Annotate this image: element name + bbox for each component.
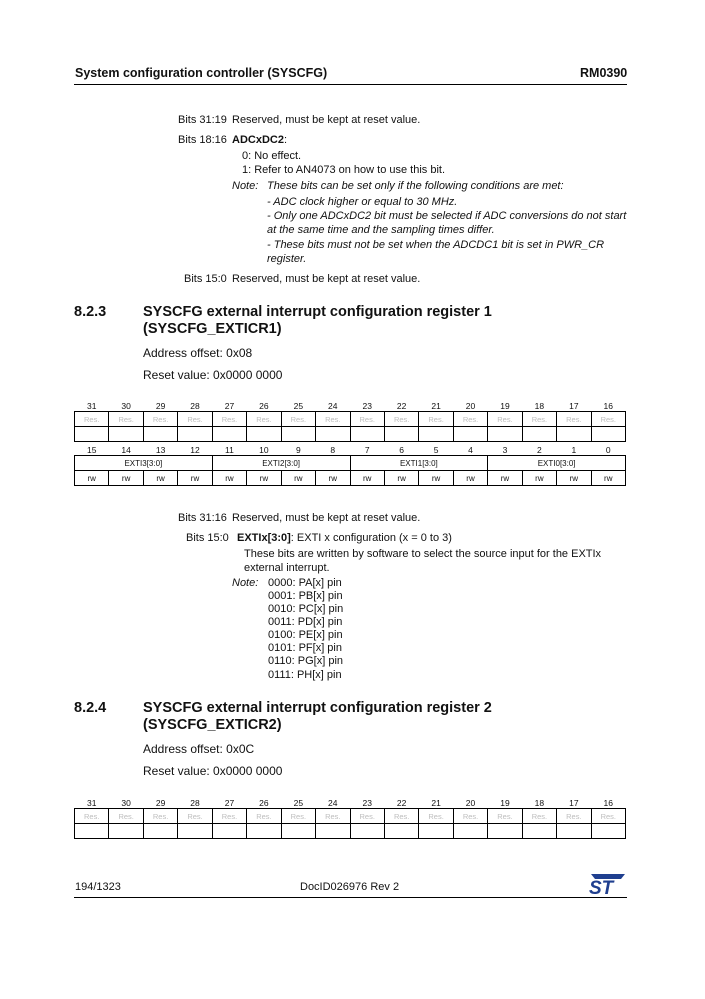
svg-text:ST: ST — [589, 878, 614, 896]
bit-number: 23 — [362, 798, 372, 808]
bit-number: 30 — [121, 798, 131, 808]
bit-numbers-high — [75, 795, 626, 809]
section-title-line1: SYSCFG external interrupt configuration register 2 — [143, 700, 492, 716]
access-cell — [281, 824, 315, 839]
reserved-cell: Res. — [488, 809, 522, 824]
access-cell — [109, 824, 143, 839]
bit-number: 14 — [121, 445, 131, 455]
access-cell: rw — [143, 471, 177, 486]
access-cell — [316, 427, 350, 442]
access-cell — [212, 427, 246, 442]
bit-number: 31 — [86, 798, 97, 808]
section-number: 8.2.3 — [74, 304, 107, 320]
bit-number: 4 — [468, 445, 473, 455]
reserved-cell: Res. — [316, 809, 350, 824]
field-row — [75, 456, 626, 471]
reserved-cell: Res. — [281, 412, 315, 427]
access-cell: rw — [419, 471, 453, 486]
reserved-cell: Res. — [109, 809, 143, 824]
bit-number: 1 — [571, 445, 577, 455]
access-cell — [522, 824, 556, 839]
access-cell — [350, 427, 384, 442]
bit-number: 16 — [603, 401, 614, 411]
bits-15-0-label: Bits 15:0 — [184, 273, 227, 285]
bit-number: 22 — [396, 798, 407, 808]
page-number: 194/1323 — [75, 881, 121, 893]
bit-number: 20 — [465, 798, 476, 808]
access-cell — [557, 824, 591, 839]
bit-number: 18 — [534, 798, 545, 808]
reserved-cell: Res. — [281, 809, 315, 824]
reserved-row — [75, 809, 626, 824]
bit-number: 25 — [293, 401, 304, 411]
access-cell — [384, 824, 418, 839]
section-title-line1: SYSCFG external interrupt configuration register 1 — [143, 304, 492, 320]
access-cell: rw — [178, 471, 212, 486]
reserved-row — [75, 412, 626, 427]
bit-number: 21 — [431, 798, 441, 808]
bit-number: 26 — [259, 401, 269, 411]
access-cell: rw — [109, 471, 143, 486]
access-cell — [75, 824, 109, 839]
bits-15-0-text: Reserved, must be kept at reset value. — [232, 273, 421, 285]
bit-number: 24 — [328, 401, 338, 411]
section-title-line2: (SYSCFG_EXTICR1) — [143, 321, 282, 337]
bit-number: 17 — [569, 798, 579, 808]
access-cell: rw — [453, 471, 487, 486]
reserved-cell: Res. — [350, 412, 384, 427]
section-number: 8.2.4 — [74, 700, 107, 716]
access-cell: rw — [557, 471, 591, 486]
bits-18-16-label: Bits 18:16 — [178, 134, 227, 146]
reserved-cell: Res. — [75, 809, 109, 824]
bit-number: 27 — [224, 798, 235, 808]
bit-number: 3 — [502, 445, 508, 455]
access-cell — [75, 427, 109, 442]
bit-number: 23 — [362, 401, 372, 411]
access-cell: rw — [350, 471, 384, 486]
access-cell — [522, 427, 556, 442]
access-cell — [247, 427, 281, 442]
access-cell: rw — [384, 471, 418, 486]
access-cell — [384, 427, 418, 442]
extix-field — [237, 531, 452, 545]
adcxdc2-name: ADCxDC2 — [232, 134, 284, 146]
bit-number: 15 — [86, 445, 97, 455]
header-doc-code: RM0390 — [580, 66, 628, 80]
reserved-cell: Res. — [350, 809, 384, 824]
bit-number: 29 — [155, 401, 166, 411]
bit-number: 5 — [433, 445, 439, 455]
access-cell — [591, 427, 625, 442]
address-offset: Address offset: 0x08 — [143, 346, 253, 360]
st-logo-graphic — [585, 874, 625, 896]
reserved-cell: Res. — [522, 412, 556, 427]
reserved-cell: Res. — [212, 809, 246, 824]
access-cell: rw — [522, 471, 556, 486]
bit-number: 27 — [224, 401, 235, 411]
note-line: - ADC clock higher or equal to 30 MHz. — [267, 196, 458, 208]
reserved-cell: Res. — [247, 412, 281, 427]
option-item: 0000: PA[x] pin — [268, 577, 342, 589]
option-item: 0110: PG[x] pin — [268, 655, 344, 667]
document-id: DocID026976 Rev 2 — [300, 881, 400, 893]
bit-number: 2 — [537, 445, 542, 455]
access-cell — [488, 824, 522, 839]
bit-number: 28 — [190, 401, 200, 411]
register-map-exticr1 — [74, 398, 626, 486]
access-cell: rw — [488, 471, 522, 486]
access-cell — [488, 427, 522, 442]
access-row — [75, 471, 626, 486]
field-exti3: EXTI3[3:0] — [75, 456, 213, 471]
adcxdc2-field-name — [232, 133, 287, 147]
bit-number: 10 — [259, 445, 269, 455]
reserved-cell: Res. — [109, 412, 143, 427]
access-cell: rw — [75, 471, 109, 486]
reserved-cell: Res. — [75, 412, 109, 427]
access-cell — [557, 427, 591, 442]
bit-number: 26 — [259, 798, 269, 808]
access-cell — [419, 427, 453, 442]
access-cell: rw — [247, 471, 281, 486]
address-offset: Address offset: 0x0C — [143, 742, 255, 756]
note-label: Note: — [232, 180, 259, 192]
adcxdc2-value-1: 1: Refer to AN4073 on how to use this bit. — [242, 164, 446, 176]
option-item: 0101: PF[x] pin — [268, 642, 342, 654]
bit-number: 20 — [465, 401, 476, 411]
access-cell — [178, 427, 212, 442]
register-map-exticr2 — [74, 795, 626, 839]
reserved-cell: Res. — [419, 412, 453, 427]
reserved-cell: Res. — [143, 412, 177, 427]
option-item: 0111: PH[x] pin — [268, 669, 342, 681]
bits-31-19-label: Bits 31:19 — [178, 114, 227, 126]
reserved-cell: Res. — [247, 809, 281, 824]
reset-value: Reset value: 0x0000 0000 — [143, 764, 283, 778]
bit-number: 21 — [431, 401, 441, 411]
access-cell — [453, 824, 487, 839]
bit-number: 19 — [500, 798, 510, 808]
access-cell — [453, 427, 487, 442]
access-cell — [591, 824, 625, 839]
reserved-cell: Res. — [384, 809, 418, 824]
access-cell — [281, 427, 315, 442]
reserved-cell: Res. — [419, 809, 453, 824]
bit-number: 9 — [295, 445, 301, 455]
field-exti0: EXTI0[3:0] — [488, 456, 626, 471]
bit-number: 18 — [534, 401, 545, 411]
access-cell — [212, 824, 246, 839]
reserved-cell: Res. — [178, 809, 212, 824]
bit-number: 25 — [293, 798, 304, 808]
bits-31-16-label: Bits 31:16 — [178, 512, 227, 524]
note-line: at the same time and the sampling times differ. — [267, 224, 495, 236]
bit-numbers-high — [75, 398, 626, 412]
access-cell — [109, 427, 143, 442]
extix-summary: : EXTI x configuration (x = 0 to 3) — [290, 532, 452, 544]
access-cell — [419, 824, 453, 839]
reserved-cell: Res. — [557, 809, 591, 824]
extix-description: external interrupt. — [244, 562, 330, 574]
bit-number: 29 — [155, 798, 166, 808]
reserved-cell: Res. — [591, 412, 625, 427]
access-cell — [143, 427, 177, 442]
access-cell — [350, 824, 384, 839]
reserved-cell: Res. — [591, 809, 625, 824]
reserved-cell: Res. — [488, 412, 522, 427]
bit-number: 6 — [399, 445, 405, 455]
field-exti2: EXTI2[3:0] — [212, 456, 350, 471]
extix-description: These bits are written by software to select the source input for the EXTIx — [244, 548, 602, 560]
bits-15-0-label: Bits 15:0 — [186, 532, 229, 544]
bit-number: 19 — [500, 401, 510, 411]
access-cell: rw — [281, 471, 315, 486]
note-label: Note: — [232, 577, 259, 589]
bit-number: 11 — [225, 445, 234, 455]
bit-number: 16 — [603, 798, 614, 808]
reserved-cell: Res. — [557, 412, 591, 427]
reserved-cell: Res. — [143, 809, 177, 824]
field-exti1: EXTI1[3:0] — [350, 456, 488, 471]
option-item: 0010: PC[x] pin — [268, 603, 344, 615]
option-item: 0001: PB[x] pin — [268, 590, 343, 602]
section-title-line2: (SYSCFG_EXTICR2) — [143, 717, 282, 733]
bit-number: 30 — [121, 401, 131, 411]
bit-number: 24 — [328, 798, 338, 808]
note-line: register. — [267, 253, 307, 265]
option-item: 0100: PE[x] pin — [268, 629, 343, 641]
bit-number: 12 — [190, 445, 200, 455]
header-title: System configuration controller (SYSCFG) — [75, 66, 328, 80]
access-cell: rw — [316, 471, 350, 486]
reserved-access-row — [75, 824, 626, 839]
bit-number: 31 — [86, 401, 97, 411]
bit-number: 28 — [190, 798, 200, 808]
access-cell — [143, 824, 177, 839]
bit-number: 22 — [396, 401, 407, 411]
reserved-cell: Res. — [212, 412, 246, 427]
access-cell — [247, 824, 281, 839]
note-line: - These bits must not be set when the ADCDC1 bit is set in PWR_CR — [267, 239, 605, 251]
reserved-cell: Res. — [384, 412, 418, 427]
header-rule — [74, 84, 627, 85]
reserved-access-row — [75, 427, 626, 442]
access-cell — [178, 824, 212, 839]
bits-31-16-text: Reserved, must be kept at reset value. — [232, 512, 421, 524]
reserved-cell: Res. — [453, 412, 487, 427]
adcxdc2-colon: : — [283, 134, 288, 146]
bit-number: 8 — [330, 445, 336, 455]
extix-name: EXTIx[3:0] — [237, 532, 291, 544]
bit-number: 13 — [155, 445, 166, 455]
reserved-cell: Res. — [453, 809, 487, 824]
footer-rule — [74, 897, 627, 898]
adcxdc2-value-0: 0: No effect. — [242, 150, 302, 162]
bits-31-19-text: Reserved, must be kept at reset value. — [232, 114, 421, 126]
bit-number: 7 — [364, 445, 370, 455]
access-cell — [316, 824, 350, 839]
reset-value: Reset value: 0x0000 0000 — [143, 368, 283, 382]
reserved-cell: Res. — [316, 412, 350, 427]
reserved-cell: Res. — [522, 809, 556, 824]
bit-number: 17 — [569, 401, 579, 411]
note-line: These bits can be set only if the following conditions are met: — [267, 180, 564, 192]
bit-numbers-low — [75, 442, 626, 456]
access-cell: rw — [591, 471, 625, 486]
access-cell: rw — [212, 471, 246, 486]
note-line: - Only one ADCxDC2 bit must be selected if ADC conversions do not start — [267, 210, 627, 222]
option-item: 0011: PD[x] pin — [268, 616, 343, 628]
reserved-cell: Res. — [178, 412, 212, 427]
bit-number: 0 — [605, 445, 611, 455]
